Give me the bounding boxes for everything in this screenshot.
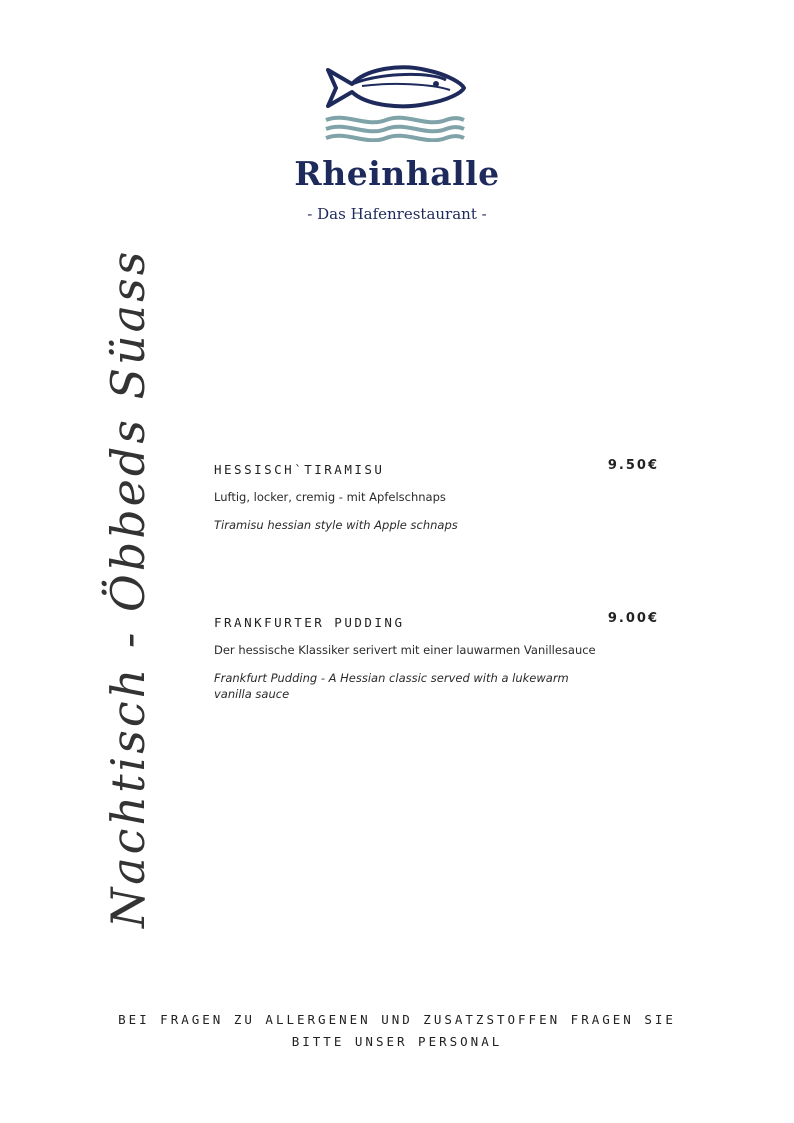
allergen-notice-line-2: BITTE UNSER PERSONAL <box>291 1034 503 1049</box>
section-title: Nachtisch - Öbbeds Süass <box>101 248 155 928</box>
allergen-notice <box>0 1009 794 1053</box>
menu-item-price: 9.50€ <box>607 458 659 473</box>
menu-item-description-de: Luftig, locker, cremig - mit Apfelschnaps <box>214 490 446 504</box>
allergen-notice-line-1: BEI FRAGEN ZU ALLERGENEN UND ZUSATZSTOFFEN FRAGEN SIE <box>118 1012 676 1027</box>
menu-item-name: HESSISCH`TIRAMISU <box>214 462 385 477</box>
menu-item-name: FRANKFURTER PUDDING <box>214 615 405 630</box>
menu-item <box>214 611 659 702</box>
menu-item <box>214 458 659 533</box>
brand-name: Rheinhalle <box>294 154 500 193</box>
brand-tagline: - Das Hafenrestaurant - <box>307 205 487 223</box>
menu-item-description-en: Frankfurt Pudding - A Hessian classic served with a lukewarm vanilla sauce <box>214 671 569 701</box>
menu-item-price: 9.00€ <box>607 611 659 626</box>
fish-logo-icon <box>322 62 468 142</box>
menu-item-description-en: Tiramisu hessian style with Apple schnaps <box>214 518 458 532</box>
menu-item-description-de: Der hessische Klassiker serivert mit einer lauwarmen Vanillesauce <box>214 643 596 657</box>
